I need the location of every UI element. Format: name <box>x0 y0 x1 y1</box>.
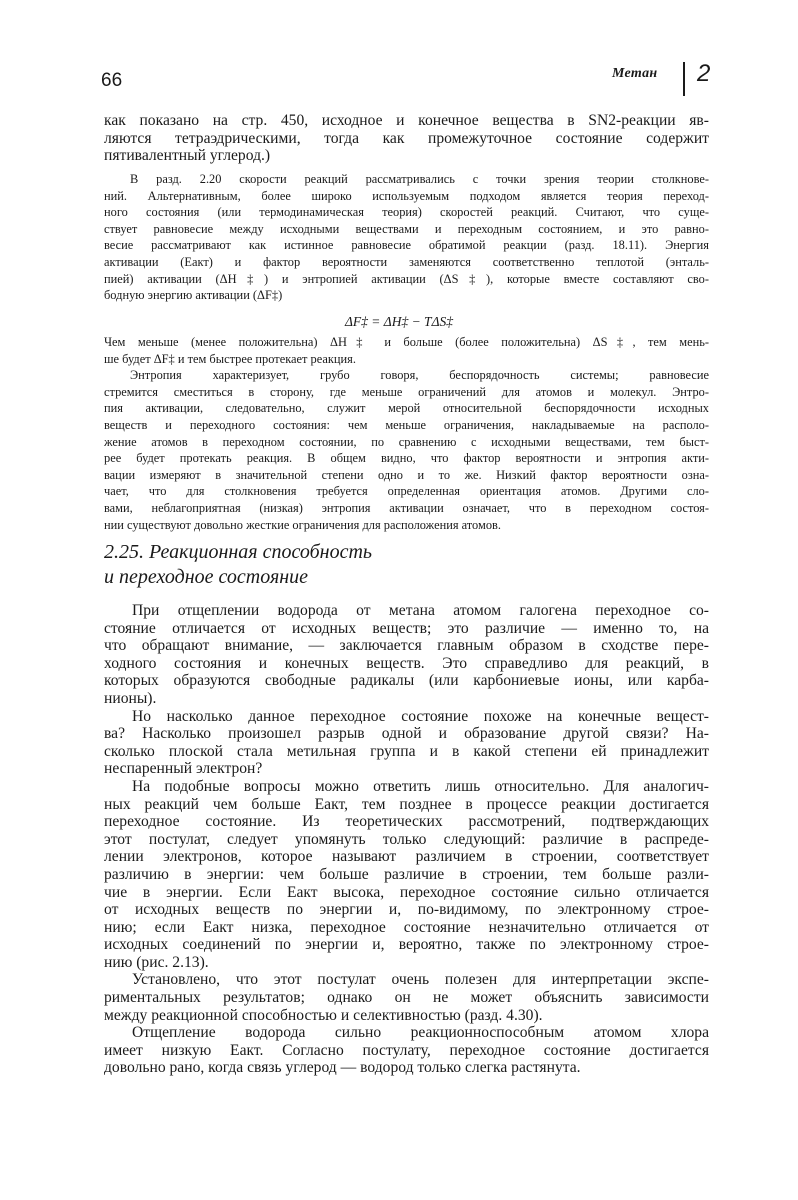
text-line: рее будет протекать реакция. В общем видно, что фактор вероятности и энтропия акти- <box>104 451 709 466</box>
text-line: нию; если Eакт низка, переходное состояние незначительно отличается от <box>104 918 709 936</box>
text-line: весие рассматривают как истинное равновесие обратимой реакции (разд. 18.11). Энергия <box>104 238 709 253</box>
section-heading-line-1: 2.25. Реакционная способность <box>104 541 372 563</box>
paragraph <box>104 971 709 1024</box>
text-line: ляются тетраэдрическими, тогда как промежуточное состояние содержит <box>104 129 709 147</box>
text-line: неспаренный электрон? <box>104 760 263 778</box>
intro-paragraph <box>104 112 709 165</box>
text-line: Энтропия характеризует, грубо говоря, беспорядочность системы; равновесие <box>130 368 709 383</box>
paragraph <box>104 778 709 972</box>
text-line: ва? Насколько произошел разрыв одной и образование другой связи? На- <box>104 725 709 743</box>
text-line: пятивалентный углерод.) <box>104 147 271 165</box>
text-line: исходных соединений по энергии и, вероятно, также по электронному строе- <box>104 936 709 954</box>
text-line: ше будет ΔF‡ и тем быстрее протекает реакция. <box>104 351 356 366</box>
header-divider <box>683 62 685 96</box>
text-line: ствует равновесие между исходными веществами и переходным состоянием, и это равно- <box>104 221 709 236</box>
paragraph <box>104 112 709 165</box>
main-text <box>104 602 709 1077</box>
text-line: от исходных веществ по энергии и, по-видимому, по электронному строе- <box>104 901 709 919</box>
text-line: жение атомов в переходном состоянии, по сравнению с исходными веществами, тем быст- <box>104 434 709 449</box>
text-line: ного состояния (или термодинамическая теория) скоростей реакций. Считают, что суще- <box>104 205 709 220</box>
text-line: веществ и переходного состояния: чем меньше ограничения, накладываемые на располо- <box>104 417 709 432</box>
text-line: лении электронов, которое называют различием в строении, соответствует <box>104 848 709 866</box>
chapter-number: 2 <box>697 60 711 87</box>
text-line: активации (Eакт) и фактор вероятности заменяются соответственно теплотой (энталь- <box>104 254 709 269</box>
note-block-2 <box>104 334 709 533</box>
text-line: ходного состояния и конечных веществ. Это справедливо для реакций, в <box>104 654 709 672</box>
section-heading-line-2: и переходное состояние <box>104 566 309 588</box>
paragraph <box>104 1024 709 1077</box>
text-line: вами, неблагоприятная (низкая) энтропия активации означает, что в переходном состоя- <box>104 500 709 515</box>
text-line: довольно рано, когда связь углерод — водород только слегка растянута. <box>104 1059 581 1077</box>
paragraph <box>104 602 709 708</box>
text-line: между реакционной способностью и селективностью (разд. 4.30). <box>104 1006 543 1024</box>
text-line: стояние отличается от исходных веществ; это различие — именно то, на <box>104 619 709 637</box>
note-block-1 <box>104 171 709 304</box>
paragraph <box>104 171 709 304</box>
text-line: что обращают внимание, — заключается главным образом в сходстве пере- <box>104 637 709 655</box>
text-line: В разд. 2.20 скорости реакций рассматривались с точки зрения теории столкнове- <box>130 172 709 186</box>
text-line: пия активации, следовательно, служит мерой относительной беспорядочности исходных <box>104 401 709 416</box>
text-line: сколько плоской стала метильная группа и в какой степени ей принадлежит <box>104 742 709 760</box>
text-line: стремится сместиться в сторону, где меньше ограничений для атомов и молекул. Энтро- <box>104 384 709 399</box>
text-line: Отщепление водорода сильно реакционноспособным атомом хлора <box>132 1024 709 1042</box>
running-head: Метан <box>612 66 658 81</box>
text-line: Чем меньше (менее положительна) ΔH‡ и больше (более положительна) ΔS‡, тем мень- <box>104 335 709 349</box>
text-line: нию (рис. 2.13). <box>104 953 209 971</box>
text-line: как показано на стр. 450, исходное и конечное вещества в SN2-реакции яв- <box>104 112 709 129</box>
text-line: Установлено, что этот постулат очень полезен для интерпретации экспе- <box>132 971 709 989</box>
text-line: риментальных результатов; однако он не может объяснить зависимости <box>104 989 709 1007</box>
text-line: бодную энергию активации (ΔF‡) <box>104 288 283 303</box>
text-line: этот постулат, следует упомянуть только следующий: различие в распреде- <box>104 830 709 848</box>
formula: ΔF‡ = ΔH‡ − TΔS‡ <box>345 314 453 329</box>
page-number: 66 <box>101 70 123 91</box>
paragraph <box>104 367 709 533</box>
text-line: нионы). <box>104 689 157 707</box>
text-line: На подобные вопросы можно ответить лишь относительно. Для аналогич- <box>132 777 709 795</box>
text-line: чие в энергии. Если Eакт высока, переходное состояние сильно отличается <box>104 883 709 901</box>
text-line: чает, что для столкновения требуется определенная ориентация атомов. Другими сло- <box>104 484 709 499</box>
text-line: ний. Альтернативным, более широко используемым подходом является теория переход- <box>104 188 709 203</box>
text-line: нии существуют довольно жесткие ограничения для расположения атомов. <box>104 517 502 532</box>
paragraph <box>104 334 709 367</box>
text-line: которых образуются свободные радикалы (или карбониевые ионы, или карба- <box>104 672 709 690</box>
text-line: имеет низкую Eакт. Согласно постулату, переходное состояние достигается <box>104 1041 709 1059</box>
text-line: пией) активации (ΔH‡) и энтропией активации (ΔS‡), которые вместе составляют сво- <box>104 271 709 286</box>
text-line: переходное состояние. Из теоретических рассмотрений, подтверждающих <box>104 813 709 831</box>
text-line: ных реакций чем больше Eакт, тем позднее в процессе реакции достигается <box>104 795 709 813</box>
section-heading <box>104 540 372 590</box>
text-line: При отщеплении водорода от метана атомом галогена переходное со- <box>132 602 709 619</box>
text-line: Но насколько данное переходное состояние похоже на конечные вещест- <box>132 707 709 725</box>
text-line: вации измеряют в значительной степени одно и то же. Низкий фактор вероятности озна- <box>104 467 709 482</box>
paragraph <box>104 708 709 778</box>
text-line: различию в энергии: чем больше различие в строении, тем больше разли- <box>104 865 709 883</box>
